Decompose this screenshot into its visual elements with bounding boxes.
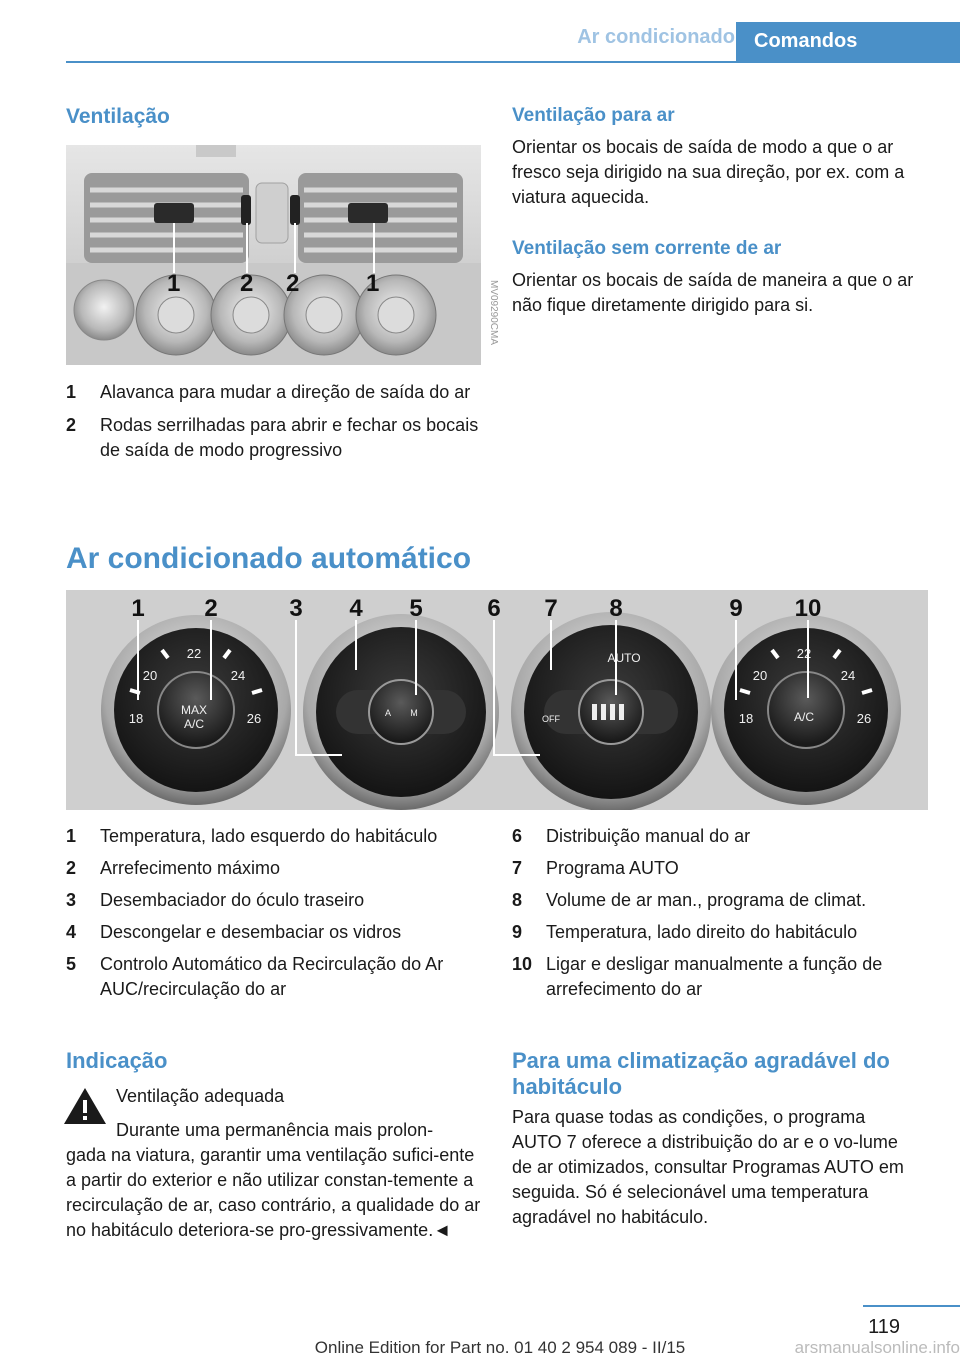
header-tab[interactable]: Comandos [736,22,960,62]
dial-label: 22 [186,646,202,661]
warning-title: Ventilação adequada [116,1086,285,1106]
list-item [66,824,486,849]
climatizacao-text: Para quase todas as condições, o programa AUTO 7 oferece a distribuição do ar e o vo-lume de ar otimizados, consultar Programas AUTO em seguida. Só é selecionável uma temperatura agradável no habitáculo. [512,1107,904,1227]
climate-callout: 1 [131,595,145,622]
list-item-text: Volume de ar man., programa de climat. [546,890,867,910]
dial-label: AUTO [607,651,641,665]
dial-label: 18 [128,711,144,726]
list-item-number: 2 [66,858,77,878]
dial-label: 20 [752,668,768,683]
vent-callout: 2 [240,270,254,297]
list-item-text: Distribuição manual do ar [546,826,751,846]
climate-control-photo [66,590,928,810]
list-item-number: 8 [512,890,523,910]
ventilacao-title: Ventilação [66,105,170,128]
list-item-number: 1 [66,382,77,402]
header-section-title: Ar condicionado [577,26,735,48]
list-item-text: Descongelar e desembaciar os vidros [100,922,402,942]
list-item [512,888,932,913]
list-item-number: 4 [66,922,77,942]
warning-triangle-icon [62,1086,108,1131]
list-item [66,920,486,945]
list-item [512,824,932,849]
vent-callout: 1 [167,270,181,297]
dial-label: MAX [180,703,208,717]
list-item [66,952,486,1002]
list-item-number: 1 [66,826,77,846]
dial-label: M [410,708,418,718]
list-item-text: Ligar e desligar manualmente a função de arrefecimento do ar [546,954,883,999]
climate-callout: 2 [204,595,218,622]
automatico-list-right [512,824,932,1009]
list-item-text: Desembaciador do óculo traseiro [100,890,365,910]
dial-label: 18 [738,711,754,726]
dial-label: 24 [230,668,246,683]
climate-callout: 5 [409,595,423,622]
list-item [66,380,486,405]
list-item-number: 9 [512,922,523,942]
list-item-number: 2 [66,415,77,435]
dial-label: 24 [840,668,856,683]
ventilation-photo [66,145,481,365]
climate-callout: 7 [544,595,558,622]
climate-callout: 9 [729,595,743,622]
climate-callout: 6 [487,595,501,622]
list-item-text: Rodas serrilhadas para abrir e fechar os bocais de saída de modo progressivo [100,415,479,460]
list-item [66,413,486,463]
dial-label: 22 [796,646,812,661]
automatico-title: Ar condicionado automático [66,542,472,575]
list-item [66,856,486,881]
climate-callout: 4 [349,595,363,622]
list-item-number: 5 [66,954,77,974]
list-item [512,856,932,881]
dial-label: A/C [793,710,815,724]
edition-footer: Online Edition for Part no. 01 40 2 954 089 - II/15 [314,1338,686,1357]
vent-callout: 2 [286,270,300,297]
watermark: arsmanualsonline.info [794,1338,960,1357]
dial-label: A [384,708,392,718]
list-item [512,920,932,945]
climate-callout: 3 [289,595,303,622]
list-item-text: Programa AUTO [546,858,679,878]
climatizacao-title: Para uma climatização agradável do habitáculo [512,1048,890,1099]
list-item-text: Temperatura, lado direito do habitáculo [546,922,858,942]
list-item-number: 7 [512,858,523,878]
image-code-wrapper [487,280,501,360]
list-item-number: 6 [512,826,523,846]
footer-rule [863,1305,960,1307]
page-number: 119 [868,1316,900,1338]
ventilacao-list [66,380,486,471]
ventilacao-sem-text: Orientar os bocais de saída de maneira a que o ar não fique diretamente dirigido para si. [512,270,914,315]
dial-label: 20 [142,668,158,683]
ventilacao-sem-title: Ventilação sem corrente de ar [512,238,782,259]
dial-label: 26 [856,711,872,726]
list-item-text: Controlo Automático da Recirculação do Ar AUC/recirculação do ar [100,954,444,999]
dial-label: OFF [542,714,560,724]
dial-label: 26 [246,711,262,726]
climate-callout: 10 [794,595,822,622]
warning-text: gada na viatura, garantir uma ventilação sufici-ente a partir do exterior e não utilizar constan-temente a recirculação de ar, caso contrário, a qualidade do ar no habitáculo deteriora-se pro-gressivamente.◄ [66,1145,481,1240]
list-item-number: 3 [66,890,77,910]
list-item-text: Temperatura, lado esquerdo do habitáculo [100,826,438,846]
dial-label: A/C [183,717,205,731]
ventilacao-ar-title: Ventilação para ar [512,105,675,126]
list-item-text: Arrefecimento máximo [100,858,281,878]
header-rule [66,61,960,63]
vent-callout: 1 [366,270,380,297]
list-item-text: Alavanca para mudar a direção de saída do ar [100,382,471,402]
list-item [66,888,486,913]
ventilacao-ar-text: Orientar os bocais de saída de modo a que o ar fresco seja dirigido na sua direção, por ex. com a viatura aquecida. [512,137,905,207]
list-item-number: 10 [512,954,533,974]
automatico-list-left [66,824,486,1009]
image-code: MV09290CMA [488,280,499,346]
indicacao-title: Indicação [66,1048,168,1073]
climate-callout: 8 [609,595,623,622]
list-item [512,952,932,1002]
warning-text-first: Durante uma permanência mais prolon- [116,1120,434,1140]
